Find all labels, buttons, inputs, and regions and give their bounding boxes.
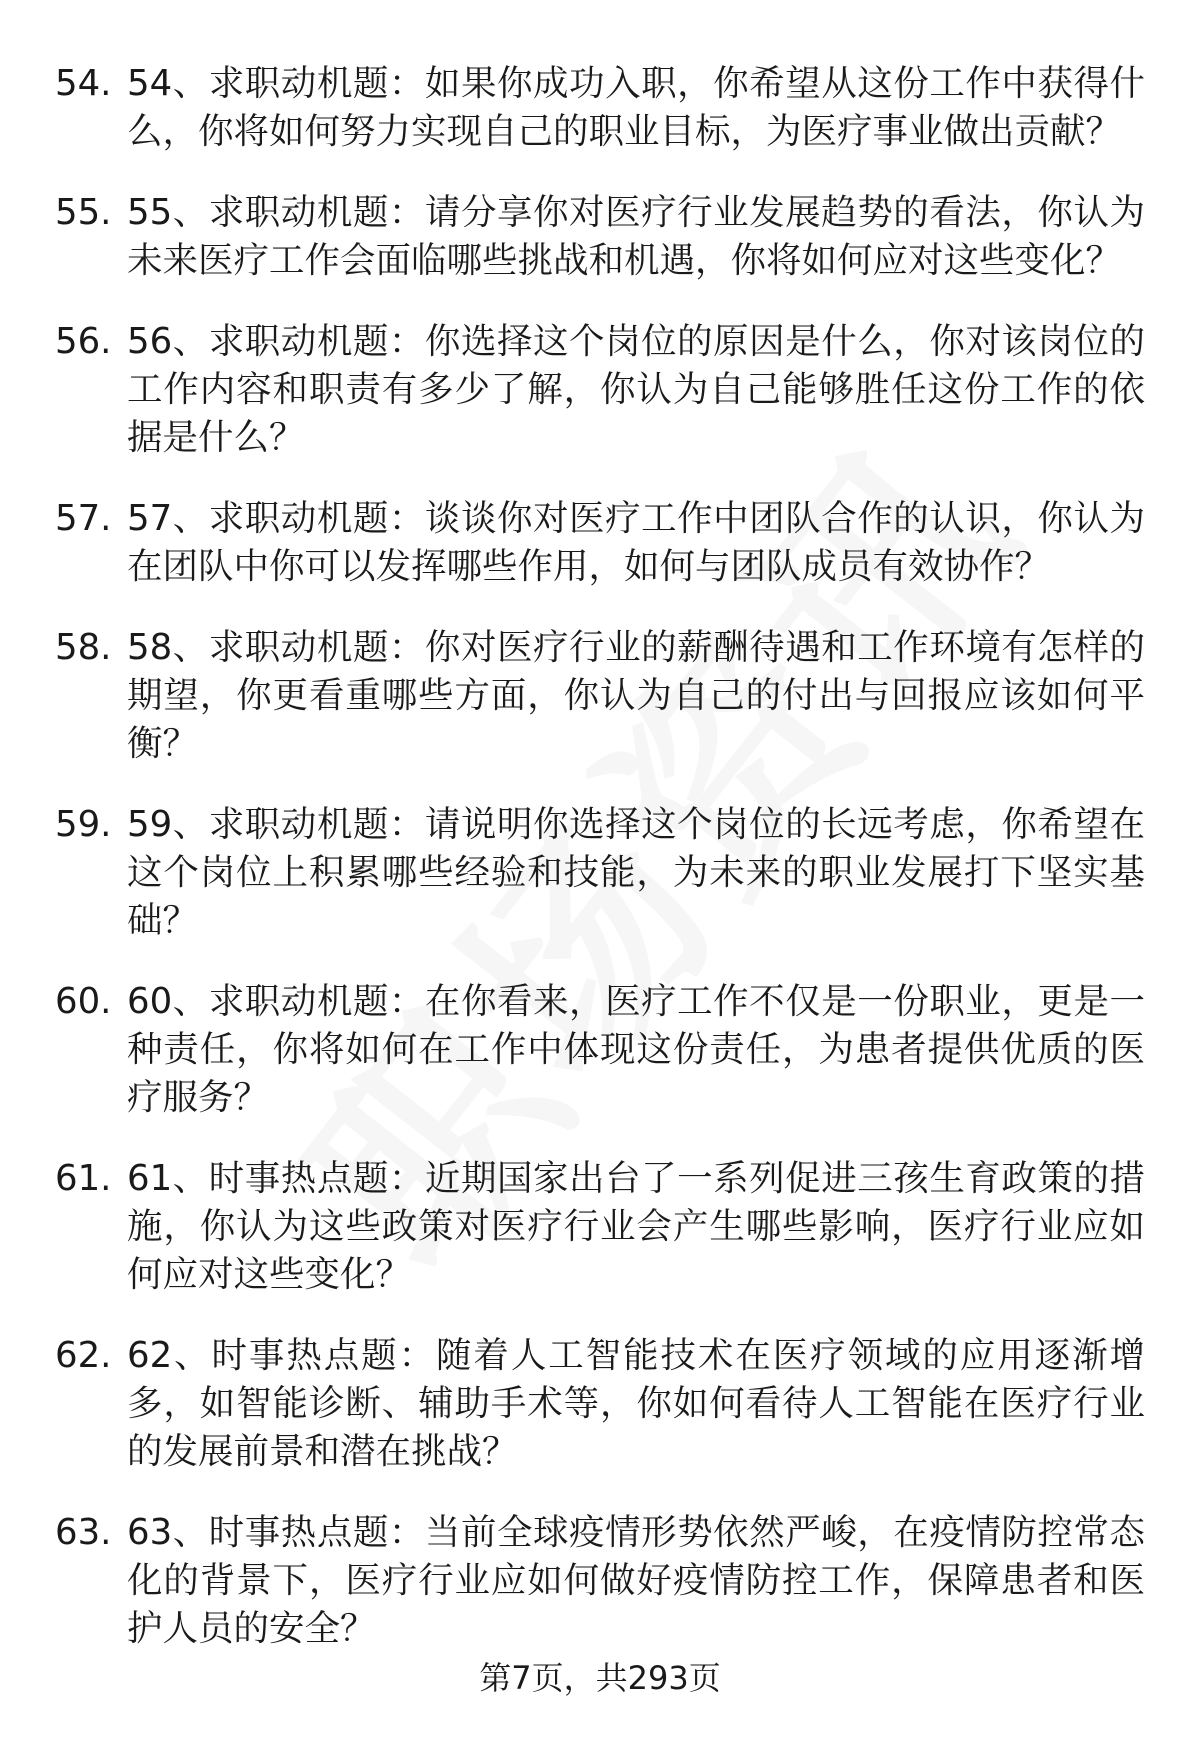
- question-number: 59.: [55, 804, 112, 845]
- question-number: 62.: [55, 1335, 112, 1376]
- question-number: 57.: [55, 498, 112, 539]
- list-item: [55, 318, 1145, 462]
- question-text: 60、求职动机题：在你看来，医疗工作不仅是一份职业，更是一种责任，你将如何在工作中体现这份责任，为患者提供优质的医疗服务？: [127, 981, 1145, 1118]
- question-number: 60.: [55, 981, 112, 1022]
- question-list: [55, 60, 1145, 1686]
- question-number: 58.: [55, 627, 112, 668]
- list-item: [55, 978, 1145, 1122]
- question-text: 59、求职动机题：请说明你选择这个岗位的长远考虑，你希望在这个岗位上积累哪些经验和技能，为未来的职业发展打下坚实基础？: [127, 804, 1145, 941]
- page-footer: [0, 1658, 1200, 1698]
- page-number: 第7页，共293页: [479, 1659, 721, 1697]
- question-number: 55.: [55, 192, 112, 233]
- question-text: 63、时事热点题：当前全球疫情形势依然严峻，在疫情防控常态化的背景下，医疗行业应如何做好疫情防控工作，保障患者和医护人员的安全？: [127, 1512, 1145, 1649]
- question-text: 54、求职动机题：如果你成功入职，你希望从这份工作中获得什么，你将如何努力实现自己的职业目标，为医疗事业做出贡献？: [127, 63, 1145, 152]
- question-number: 54.: [55, 63, 112, 104]
- question-text: 62、时事热点题：随着人工智能技术在医疗领域的应用逐渐增多，如智能诊断、辅助手术等，你如何看待人工智能在医疗行业的发展前景和潜在挑战？: [127, 1335, 1145, 1472]
- question-text: 58、求职动机题：你对医疗行业的薪酬待遇和工作环境有怎样的期望，你更看重哪些方面，你认为自己的付出与回报应该如何平衡？: [127, 627, 1145, 764]
- question-text: 61、时事热点题：近期国家出台了一系列促进三孩生育政策的措施，你认为这些政策对医疗行业会产生哪些影响，医疗行业应如何应对这些变化？: [127, 1158, 1145, 1295]
- list-item: [55, 495, 1145, 591]
- list-item: [55, 1509, 1145, 1653]
- question-text: 57、求职动机题：谈谈你对医疗工作中团队合作的认识，你认为在团队中你可以发挥哪些作用，如何与团队成员有效协作？: [127, 498, 1145, 587]
- question-number: 63.: [55, 1512, 112, 1553]
- question-number: 61.: [55, 1158, 112, 1199]
- list-item: [55, 189, 1145, 285]
- list-item: [55, 801, 1145, 945]
- list-item: [55, 1332, 1145, 1476]
- question-number: 56.: [55, 321, 112, 362]
- list-item: [55, 624, 1145, 768]
- question-text: 56、求职动机题：你选择这个岗位的原因是什么，你对该岗位的工作内容和职责有多少了解，你认为自己能够胜任这份工作的依据是什么？: [127, 321, 1145, 458]
- question-text: 55、求职动机题：请分享你对医疗行业发展趋势的看法，你认为未来医疗工作会面临哪些挑战和机遇，你将如何应对这些变化？: [127, 192, 1145, 281]
- list-item: [55, 60, 1145, 156]
- list-item: [55, 1155, 1145, 1299]
